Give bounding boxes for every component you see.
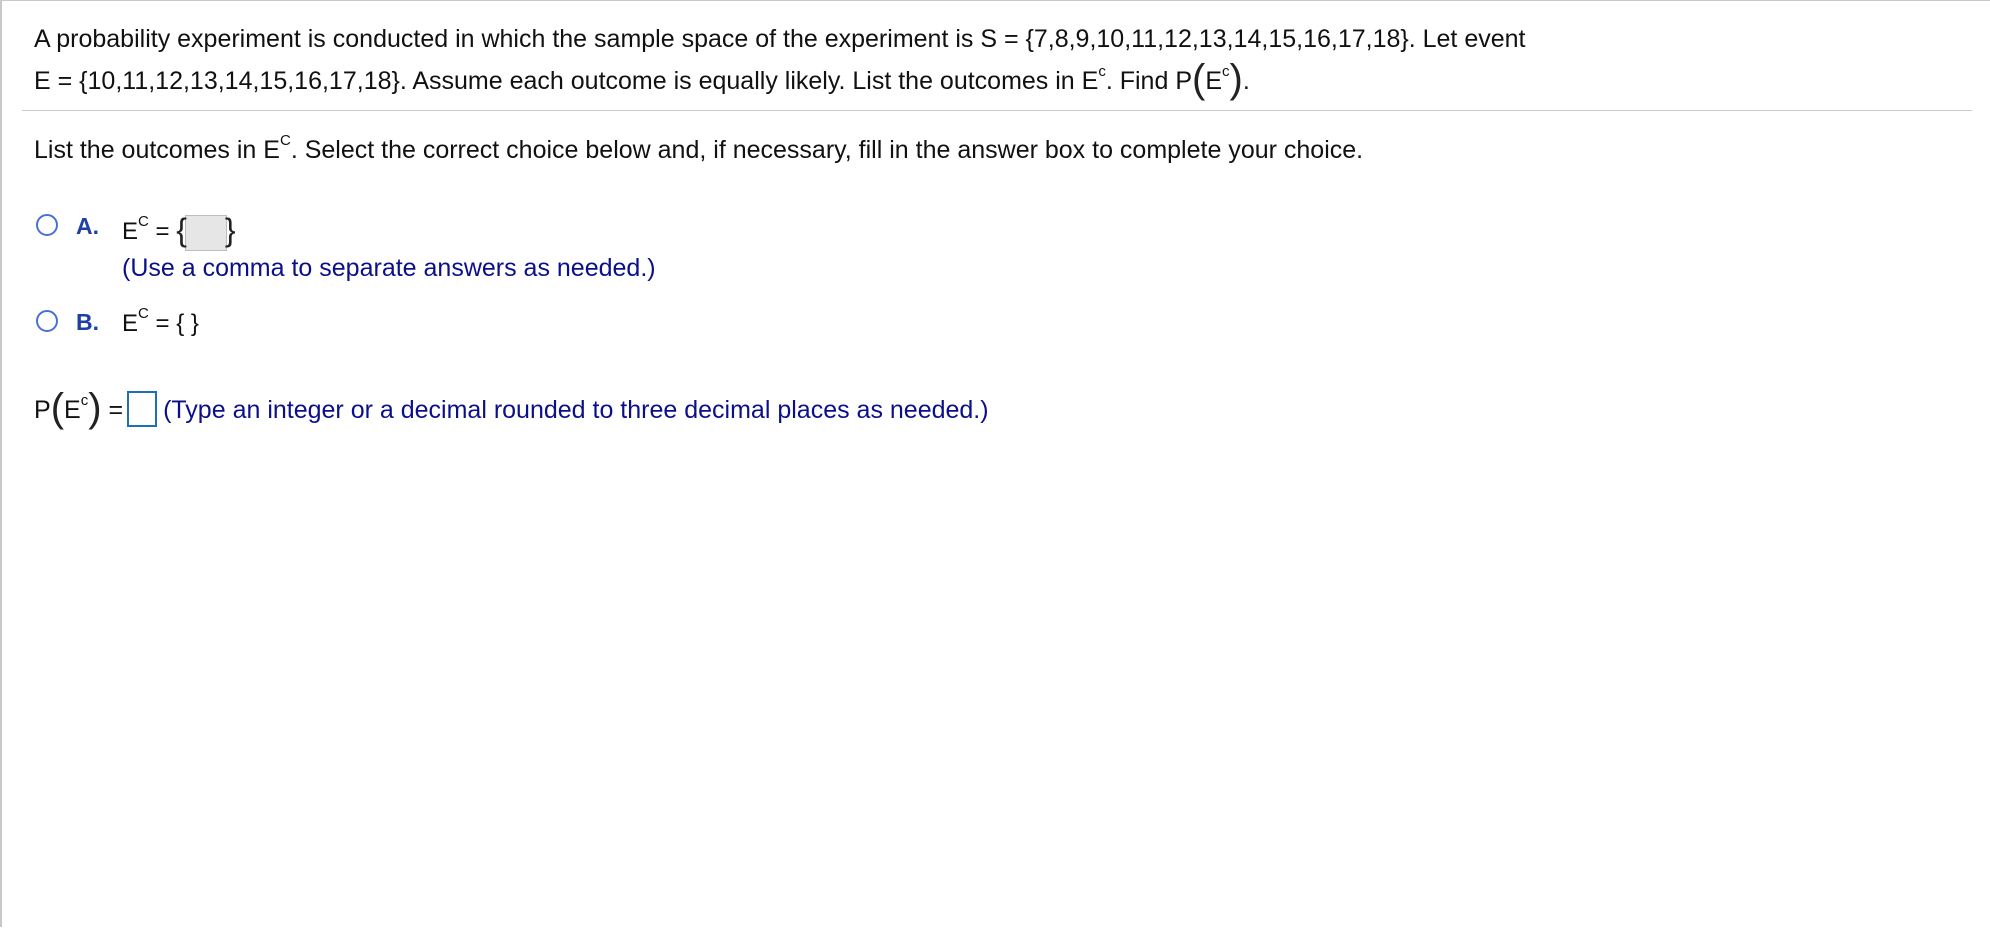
choice-a-answer-box[interactable]: [185, 215, 227, 251]
question-line-1: [34, 18, 1934, 60]
instruction-superscript: C: [279, 131, 291, 149]
question-line-1-text: A probability experiment is conducted in which the sample space of the experiment is S = {7,8,9,10,11,12,13,14,15,16,17,18}. Let event: [34, 25, 1526, 53]
choice-b-superscript: C: [138, 305, 149, 322]
choice-a-var: E: [122, 218, 139, 245]
probability-equals: =: [108, 396, 124, 424]
probability-open-paren: (: [50, 386, 65, 430]
question-line-2-text: E = {10,11,12,13,14,15,16,17,18}. Assume each outcome is equally likely. List the outcomes in E: [34, 67, 1099, 95]
choice-b-expression: [122, 306, 199, 342]
choice-b-radio[interactable]: [36, 310, 58, 332]
choice-a-open-brace: {: [176, 212, 187, 248]
question-inner-superscript: c: [1222, 62, 1230, 80]
probability-hint: (Type an integer or a decimal rounded to three decimal places as needed.): [163, 396, 989, 424]
choice-a-letter[interactable]: A.: [76, 213, 99, 239]
probability-superscript: c: [80, 391, 89, 409]
choice-b-letter[interactable]: B.: [76, 309, 99, 335]
question-line-2-mid: . Find P: [1105, 67, 1192, 95]
instruction-text: [34, 132, 1363, 168]
probability-var: E: [64, 396, 81, 424]
question-inner-event: E: [1205, 67, 1223, 95]
question-text: [34, 18, 1934, 102]
instruction-suffix: . Select the correct choice below and, if necessary, fill in the answer box to complete your choice.: [290, 136, 1364, 164]
choice-a-close-brace: }: [224, 212, 236, 248]
choice-a-expression: [122, 210, 236, 251]
instruction-prefix: List the outcomes in E: [34, 136, 280, 164]
probability-line: [34, 386, 989, 430]
probability-answer-box[interactable]: [127, 391, 157, 427]
choice-a-radio[interactable]: [36, 214, 58, 236]
question-line-2: [34, 57, 1934, 102]
choice-b-var: E: [122, 310, 139, 337]
choice-b-empty-set: = { }: [155, 310, 199, 337]
close-paren: ): [1229, 57, 1243, 101]
section-divider: [22, 110, 1972, 111]
probability-close-paren: ): [88, 386, 102, 430]
choice-a-superscript: C: [138, 213, 149, 230]
probability-p: P: [34, 396, 51, 424]
choice-a-hint: (Use a comma to separate answers as needed.): [122, 254, 656, 282]
open-paren: (: [1192, 57, 1206, 101]
choice-a-equals: =: [155, 218, 170, 245]
question-line-2-end: .: [1242, 67, 1250, 95]
complement-superscript: c: [1098, 62, 1106, 80]
